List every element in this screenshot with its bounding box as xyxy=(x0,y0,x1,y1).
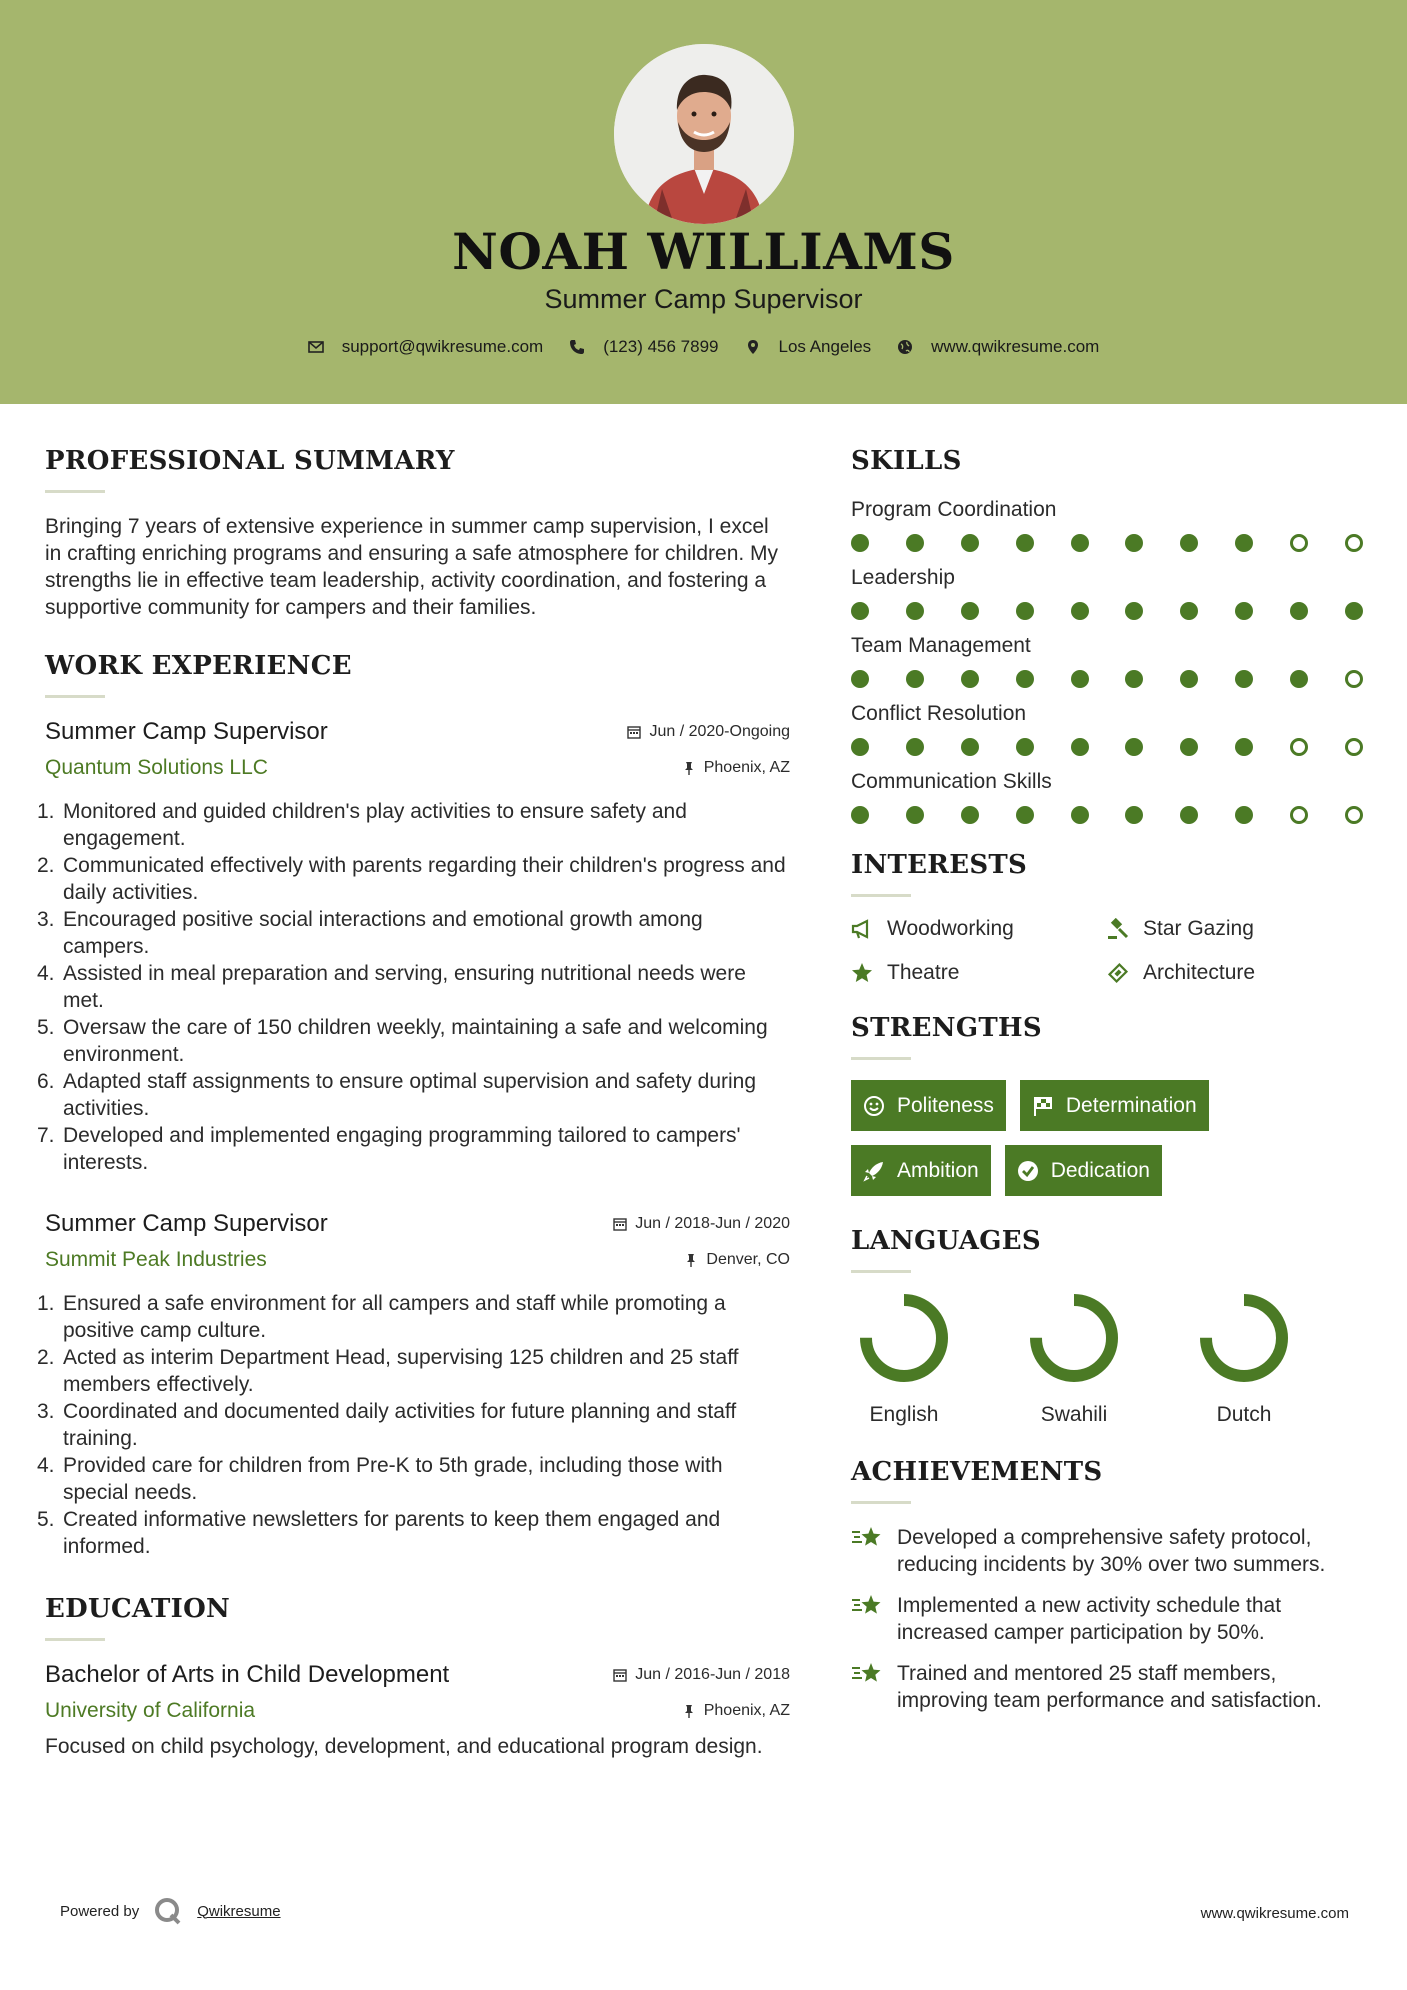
rating-dot-filled xyxy=(1016,806,1034,824)
skill-item xyxy=(851,498,1371,552)
rating-dot-filled xyxy=(1235,602,1253,620)
job-duties-list xyxy=(37,1290,790,1560)
rating-dot-filled xyxy=(906,670,924,688)
school-name: University of California xyxy=(45,1699,256,1722)
calendar-icon xyxy=(627,725,641,739)
strength-label: Politeness xyxy=(897,1093,994,1117)
strength-badge xyxy=(851,1080,1006,1131)
company-name: Quantum Solutions LLC xyxy=(45,756,268,779)
envelope-icon xyxy=(308,339,324,355)
job-location-text: Phoenix, AZ xyxy=(703,759,790,776)
education-date-text: Jun / 2016-Jun / 2018 xyxy=(635,1666,790,1683)
skill-rating xyxy=(851,534,1363,552)
skill-item xyxy=(851,634,1371,688)
phone-icon xyxy=(569,339,585,355)
rating-dot-filled xyxy=(906,738,924,756)
heading-divider xyxy=(45,1638,105,1641)
list-item: 7. Developed and implemented engaging programming tailored to campers' interests. xyxy=(37,1124,741,1174)
strength-label: Determination xyxy=(1065,1093,1197,1117)
language-name: Swahili xyxy=(1040,1403,1108,1426)
languages-section xyxy=(851,1226,1371,1427)
pushpin-icon xyxy=(684,1253,698,1267)
skill-item xyxy=(851,702,1371,756)
flag-icon xyxy=(1032,1095,1054,1117)
skill-rating xyxy=(851,670,1363,688)
list-item: 2. Communicated effectively with parents regarding their children's progress and daily activities. xyxy=(37,854,786,904)
rating-dot-filled xyxy=(906,534,924,552)
gavel-icon xyxy=(1107,918,1129,940)
rating-dot-filled xyxy=(961,670,979,688)
email-text: support@qwikresume.com xyxy=(341,337,544,356)
skill-rating xyxy=(851,738,1363,756)
experience-heading: WORK EXPERIENCE xyxy=(45,651,352,681)
rating-dot-filled xyxy=(906,806,924,824)
rating-dot-filled xyxy=(961,602,979,620)
education-heading: EDUCATION xyxy=(45,1594,231,1624)
summary-section xyxy=(45,446,790,621)
interests-heading: INTERESTS xyxy=(851,850,1028,880)
skill-item xyxy=(851,566,1371,620)
languages-heading: LANGUAGES xyxy=(851,1226,1041,1256)
list-item: 5. Oversaw the care of 150 children weekly, maintaining a safe and welcoming environment. xyxy=(37,1016,768,1066)
strength-label: Dedication xyxy=(1050,1158,1150,1182)
footer-website[interactable]: www.qwikresume.com xyxy=(1200,1905,1349,1922)
rating-dot-empty xyxy=(1290,738,1308,756)
list-item: 5. Created informative newsletters for parents to keep them engaged and informed. xyxy=(37,1508,721,1558)
heading-divider xyxy=(851,894,911,897)
megaphone-icon xyxy=(851,918,873,940)
job-title: Summer Camp Supervisor xyxy=(45,718,328,745)
rating-dot-filled xyxy=(1071,738,1089,756)
candidate-name: NOAH WILLIAMS xyxy=(452,222,955,281)
rating-dot-empty xyxy=(1345,670,1363,688)
rating-dot-filled xyxy=(1235,534,1253,552)
list-item: 3. Coordinated and documented daily activities for future planning and staff training. xyxy=(37,1400,737,1450)
footer-powered-by xyxy=(60,1896,281,1926)
achievement-text: Trained and mentored 25 staff members, improving team performance and satisfaction. xyxy=(897,1662,1322,1712)
rating-dot-empty xyxy=(1345,806,1363,824)
calendar-icon xyxy=(613,1668,627,1682)
summary-text: Bringing 7 years of extensive experience in summer camp supervision, I excel in crafting enriching programs and ensuring a safe atmosphere for children. My strengths lie in effective team leadership, activity coordination, and fostering a supportive community for campers and their families. xyxy=(45,515,779,619)
person-photo-icon xyxy=(614,44,794,224)
rating-dot-filled xyxy=(1345,602,1363,620)
language-item xyxy=(1199,1293,1289,1427)
rating-dot-filled xyxy=(1125,670,1143,688)
rating-dot-filled xyxy=(1290,602,1308,620)
contact-phone[interactable] xyxy=(569,337,718,357)
ticket-icon xyxy=(1107,962,1129,984)
rating-dot-filled xyxy=(851,738,869,756)
contact-location xyxy=(745,337,872,357)
left-column xyxy=(37,446,790,1760)
rating-dot-filled xyxy=(1180,738,1198,756)
heading-divider xyxy=(45,490,105,493)
pushpin-icon xyxy=(682,761,696,775)
skill-name: Team Management xyxy=(851,634,1031,657)
skill-name: Communication Skills xyxy=(851,770,1052,793)
map-pin-icon xyxy=(745,339,761,355)
skills-list xyxy=(851,498,1371,824)
skill-name: Conflict Resolution xyxy=(851,702,1027,725)
rating-dot-filled xyxy=(961,806,979,824)
achievement-item xyxy=(851,1524,1371,1578)
website-text: www.qwikresume.com xyxy=(931,337,1100,356)
education-location-text: Phoenix, AZ xyxy=(703,1702,790,1719)
achievement-item xyxy=(851,1660,1371,1714)
languages-list xyxy=(859,1293,1371,1427)
skill-name: Program Coordination xyxy=(851,498,1057,521)
rating-dot-empty xyxy=(1345,534,1363,552)
education-description: Focused on child psychology, development, and educational program design. xyxy=(45,1735,763,1758)
interest-label: Architecture xyxy=(1143,961,1256,984)
smile-icon xyxy=(863,1095,885,1117)
skill-name: Leadership xyxy=(851,566,955,589)
rating-dot-filled xyxy=(1016,534,1034,552)
job-entry xyxy=(37,1210,790,1560)
contact-email[interactable] xyxy=(308,337,544,357)
achievement-text: Developed a comprehensive safety protocol, reducing incidents by 30% over two summers. xyxy=(897,1526,1326,1576)
list-item: 3. Encouraged positive social interactions and emotional growth among campers. xyxy=(37,908,703,958)
rating-dot-filled xyxy=(1125,602,1143,620)
rating-dot-filled xyxy=(851,534,869,552)
fast-star-icon xyxy=(851,1592,885,1622)
experience-section xyxy=(37,651,790,1560)
language-proficiency-ring xyxy=(859,1293,949,1383)
heading-divider xyxy=(851,1057,911,1060)
rating-dot-filled xyxy=(851,602,869,620)
interests-section xyxy=(851,850,1371,985)
strength-badge xyxy=(1005,1145,1162,1196)
achievement-item xyxy=(851,1592,1371,1646)
education-section xyxy=(45,1594,790,1760)
rating-dot-filled xyxy=(961,738,979,756)
rating-dot-empty xyxy=(1345,738,1363,756)
globe-icon xyxy=(897,339,913,355)
list-item: 6. Adapted staff assignments to ensure optimal supervision and safety during activities. xyxy=(37,1070,757,1120)
interest-label: Woodworking xyxy=(887,917,1014,940)
language-proficiency-ring xyxy=(1199,1293,1289,1383)
qwikresume-logo-icon xyxy=(153,1896,183,1926)
strengths-section xyxy=(851,1013,1371,1196)
language-item xyxy=(859,1293,949,1427)
degree-title: Bachelor of Arts in Child Development xyxy=(45,1661,450,1688)
fast-star-icon xyxy=(851,1524,885,1554)
rating-dot-filled xyxy=(1180,602,1198,620)
rating-dot-filled xyxy=(961,534,979,552)
heading-divider xyxy=(45,695,105,698)
skill-rating xyxy=(851,806,1363,824)
interest-item xyxy=(851,961,1107,985)
rating-dot-filled xyxy=(851,670,869,688)
rating-dot-filled xyxy=(1125,534,1143,552)
check-circle-icon xyxy=(1017,1160,1039,1182)
job-location xyxy=(684,1251,790,1269)
candidate-title: Summer Camp Supervisor xyxy=(544,284,863,314)
rating-dot-filled xyxy=(1071,602,1089,620)
heading-divider xyxy=(851,1501,911,1504)
rating-dot-filled xyxy=(1125,738,1143,756)
strength-badge xyxy=(851,1145,991,1196)
rating-dot-filled xyxy=(851,806,869,824)
language-proficiency-ring xyxy=(1029,1293,1119,1383)
interest-item xyxy=(1107,961,1363,985)
language-name: Dutch xyxy=(1216,1403,1272,1426)
job-date xyxy=(613,1215,790,1233)
job-date xyxy=(627,723,790,741)
location-text: Los Angeles xyxy=(778,337,872,356)
phone-text: (123) 456 7899 xyxy=(603,337,719,356)
contact-bar xyxy=(0,337,1407,357)
job-duties-list xyxy=(37,798,790,1176)
rating-dot-filled xyxy=(1235,806,1253,824)
rating-dot-filled xyxy=(1071,670,1089,688)
achievements-section xyxy=(851,1457,1371,1714)
strengths-heading: STRENGTHS xyxy=(851,1013,1042,1043)
education-location xyxy=(682,1702,790,1720)
pushpin-icon xyxy=(682,1704,696,1718)
powered-by-text: Powered by xyxy=(60,1902,140,1920)
rating-dot-filled xyxy=(1235,670,1253,688)
company-name: Summit Peak Industries xyxy=(45,1248,267,1271)
rating-dot-filled xyxy=(1180,806,1198,824)
list-item: 2. Acted as interim Department Head, supervising 125 children and 25 staff members effectively. xyxy=(37,1346,739,1396)
rating-dot-filled xyxy=(1071,534,1089,552)
education-date xyxy=(613,1666,790,1684)
job-location xyxy=(682,759,790,777)
contact-website[interactable] xyxy=(897,337,1099,357)
calendar-icon xyxy=(613,1217,627,1231)
rating-dot-filled xyxy=(906,602,924,620)
rating-dot-filled xyxy=(1016,670,1034,688)
heading-divider xyxy=(851,1270,911,1273)
rating-dot-filled xyxy=(1290,670,1308,688)
rating-dot-filled xyxy=(1180,670,1198,688)
rating-dot-filled xyxy=(1016,738,1034,756)
star-icon xyxy=(851,962,873,984)
rating-dot-filled xyxy=(1016,602,1034,620)
rating-dot-filled xyxy=(1071,806,1089,824)
rating-dot-filled xyxy=(1180,534,1198,552)
interest-item xyxy=(1107,917,1363,941)
right-column xyxy=(851,446,1371,1728)
rocket-icon xyxy=(863,1160,885,1182)
rating-dot-filled xyxy=(1125,806,1143,824)
strength-badge xyxy=(1020,1080,1209,1131)
list-item: 4. Provided care for children from Pre-K to 5th grade, including those with special needs. xyxy=(37,1454,723,1504)
rating-dot-empty xyxy=(1290,806,1308,824)
profile-photo xyxy=(614,44,794,224)
job-date-text: Jun / 2020-Ongoing xyxy=(649,723,790,740)
job-location-text: Denver, CO xyxy=(706,1251,790,1268)
achievement-text: Implemented a new activity schedule that increased camper participation by 50%. xyxy=(897,1594,1282,1644)
strength-label: Ambition xyxy=(897,1158,979,1182)
summary-heading: PROFESSIONAL SUMMARY xyxy=(45,446,455,476)
skill-item xyxy=(851,770,1371,824)
job-date-text: Jun / 2018-Jun / 2020 xyxy=(635,1215,790,1232)
list-item: 4. Assisted in meal preparation and serving, ensuring nutritional needs were met. xyxy=(37,962,746,1012)
skill-rating xyxy=(851,602,1363,620)
interest-label: Theatre xyxy=(887,961,960,984)
rating-dot-filled xyxy=(1235,738,1253,756)
interest-label: Star Gazing xyxy=(1143,917,1254,940)
fast-star-icon xyxy=(851,1660,885,1690)
language-item xyxy=(1029,1293,1119,1427)
rating-dot-empty xyxy=(1290,534,1308,552)
skills-heading: SKILLS xyxy=(851,446,962,476)
job-title: Summer Camp Supervisor xyxy=(45,1210,328,1237)
list-item: 1. Monitored and guided children's play activities to ensure safety and engagement. xyxy=(37,800,687,850)
brand-link[interactable]: Qwikresume xyxy=(197,1902,281,1920)
header-banner xyxy=(0,0,1407,404)
list-item: 1. Ensured a safe environment for all campers and staff while promoting a positive camp culture. xyxy=(37,1292,726,1342)
interest-item xyxy=(851,917,1107,941)
achievements-heading: ACHIEVEMENTS xyxy=(851,1457,1103,1487)
job-entry xyxy=(37,718,790,1176)
skills-section xyxy=(851,446,1371,824)
language-name: English xyxy=(869,1403,939,1426)
